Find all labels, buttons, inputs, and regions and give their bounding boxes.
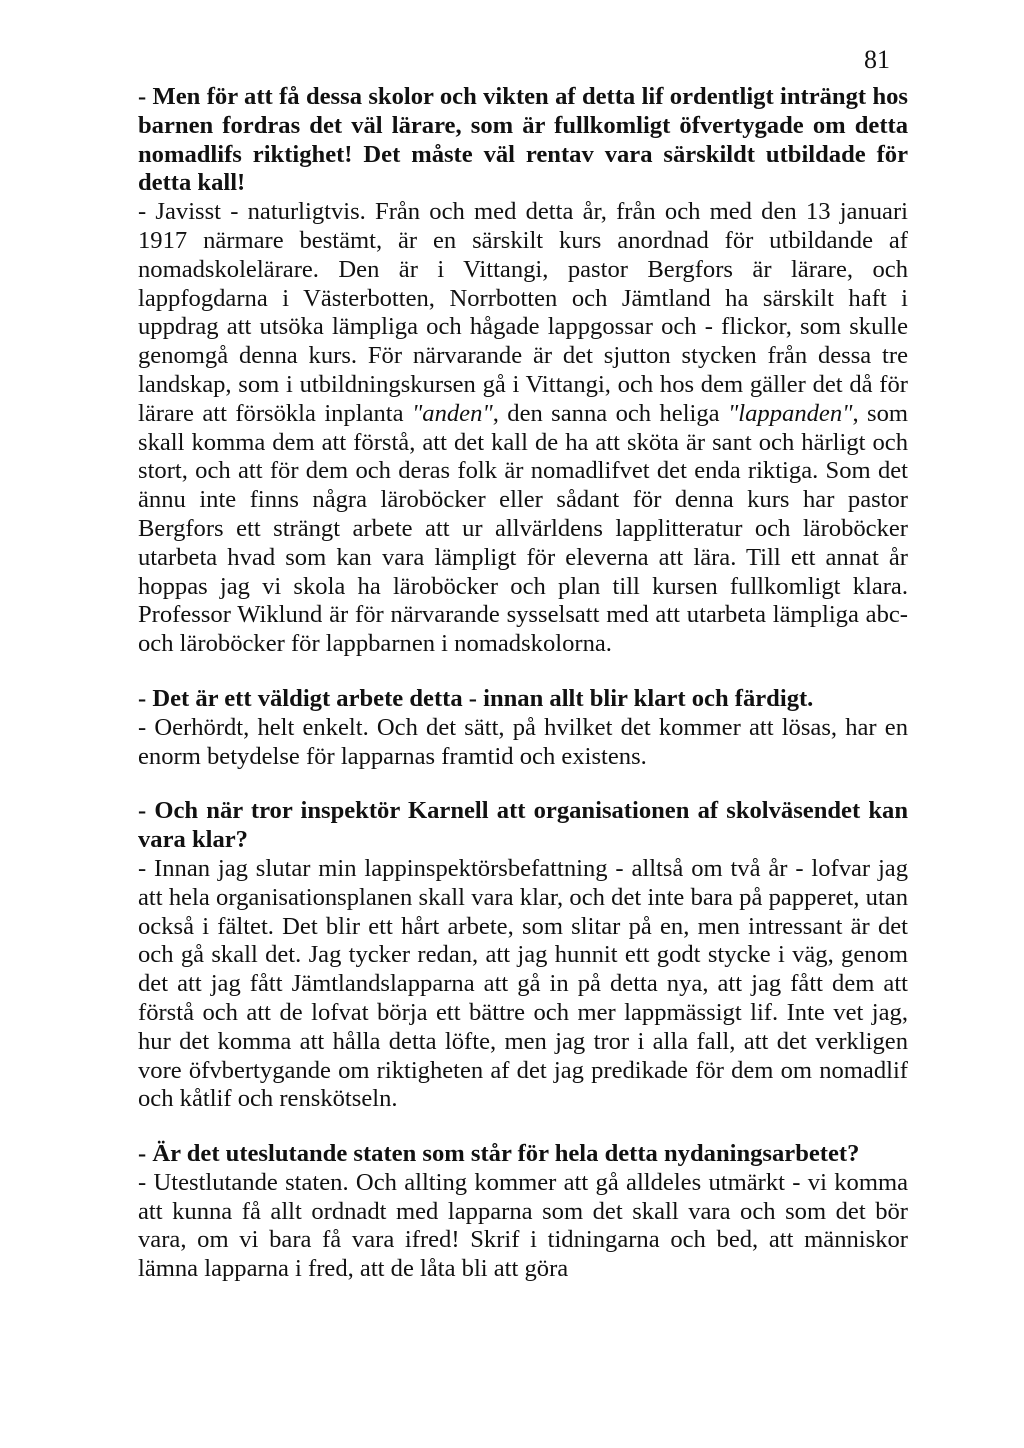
- answer-text: , som skall komma dem att förstå, att det kall de ha att sköta är sant och härligt och stort, och att för dem och deras folk är nomadlifvet det enda riktiga. Som det ännu inte finns några läroböcker eller sådant för denna kurs har pastor Bergfors ett strängt arbete att ur allvärldens lapplitteratur och läroböcker utarbeta hvad som kan vara lämpligt för eleverna att lära. Till ett annat år hoppas jag vi skola ha läroböcker och plan till kursen fullkomligt klara. Professor Wiklund är för närvarande sysselsatt med att utarbeta lämpliga abc- och läroböcker för lappbarnen i nomadskolorna.: [138, 399, 908, 658]
- interview-question: - Det är ett väldigt arbete detta - innan allt blir klart och färdigt.: [138, 684, 814, 712]
- answer-text: - Javisst - naturligtvis. Från och med detta år, från och med den 13 januari 1917 närmare bestämt, är en särskilt kurs anordnad för utbildande af nomadskolelärare. Den är i Vittangi, pastor Bergfors är lärare, och lappfogdarna i Västerbotten, Norrbotten och Jämtland ha särskilt haft i uppdrag att utsöka lämpliga och hågade lappgossar och - flickor, som skulle genomgå denna kurs. För närvarande är det sjutton stycken från dessa tre landskap, som i utbildningskursen gå i Vittangi, och hos dem gäller det då för lärare att försökla inplanta: [138, 198, 908, 427]
- paragraph-gap: [138, 1114, 908, 1140]
- italic-quote: "anden": [411, 399, 493, 427]
- interview-answer: [138, 198, 908, 659]
- interview-answer: - Utestlutande staten. Och allting kommer att gå alldeles utmärkt - vi komma att kunna få allt ordnadt med lapparna som det skall vara och som det bör vara, om vi bara få vara ifred! Skrif i tidningarna och bed, att människor lämna lapparna i fred, att de låta bli att göra: [138, 1168, 908, 1283]
- interview-question: - Är det uteslutande staten som står för hela detta nydaningsarbetet?: [138, 1140, 860, 1168]
- answer-text: , den sanna och heliga: [492, 399, 728, 427]
- paragraph-gap: [138, 659, 908, 685]
- interview-answer: - Oerhördt, helt enkelt. Och det sätt, på hvilket det kommer att lösas, har en enorm betydelse för lapparnas framtid och existens.: [138, 713, 908, 770]
- interview-question: - Och när tror inspektör Karnell att organisationen af skolväsendet kan vara klar?: [138, 797, 908, 854]
- interview-answer: - Innan jag slutar min lappinspektörsbefattning - alltså om två år - lofvar jag att hela organisationsplanen skall vara klar, och det inte bara på papperet, utan också i fältet. Det blir ett hårt arbete, som slitar på en, men intressant är det och gå skall det. Jag tycker redan, att jag hunnit ett godt stycke i väg, genom det att jag fått Jämtlandslapparna att gå in på detta nya, att jag fått dem att förstå och att de lofvat börja ett bättre och mer lappmässigt lif. Inte vet jag, hur det komma att hålla detta löfte, men jag tror i alla fall, att det verkligen vore öfvbertygande om riktigheten af det jag predikade för dem om nomadlif och kåtlif och renskötseln.: [138, 854, 908, 1113]
- paragraph-gap: [138, 771, 908, 797]
- article-body: [138, 83, 908, 1284]
- italic-quote: "lappanden": [727, 399, 853, 427]
- page-number: 81: [864, 45, 890, 74]
- interview-question: - Men för att få dessa skolor och vikten af detta lif ordentligt inträngt hos barnen fordras det väl lärare, som är fullkomligt öfvertygade om detta nomadlifs riktighet! Det måste väl rentav vara särskildt utbildade för detta kall!: [138, 83, 908, 197]
